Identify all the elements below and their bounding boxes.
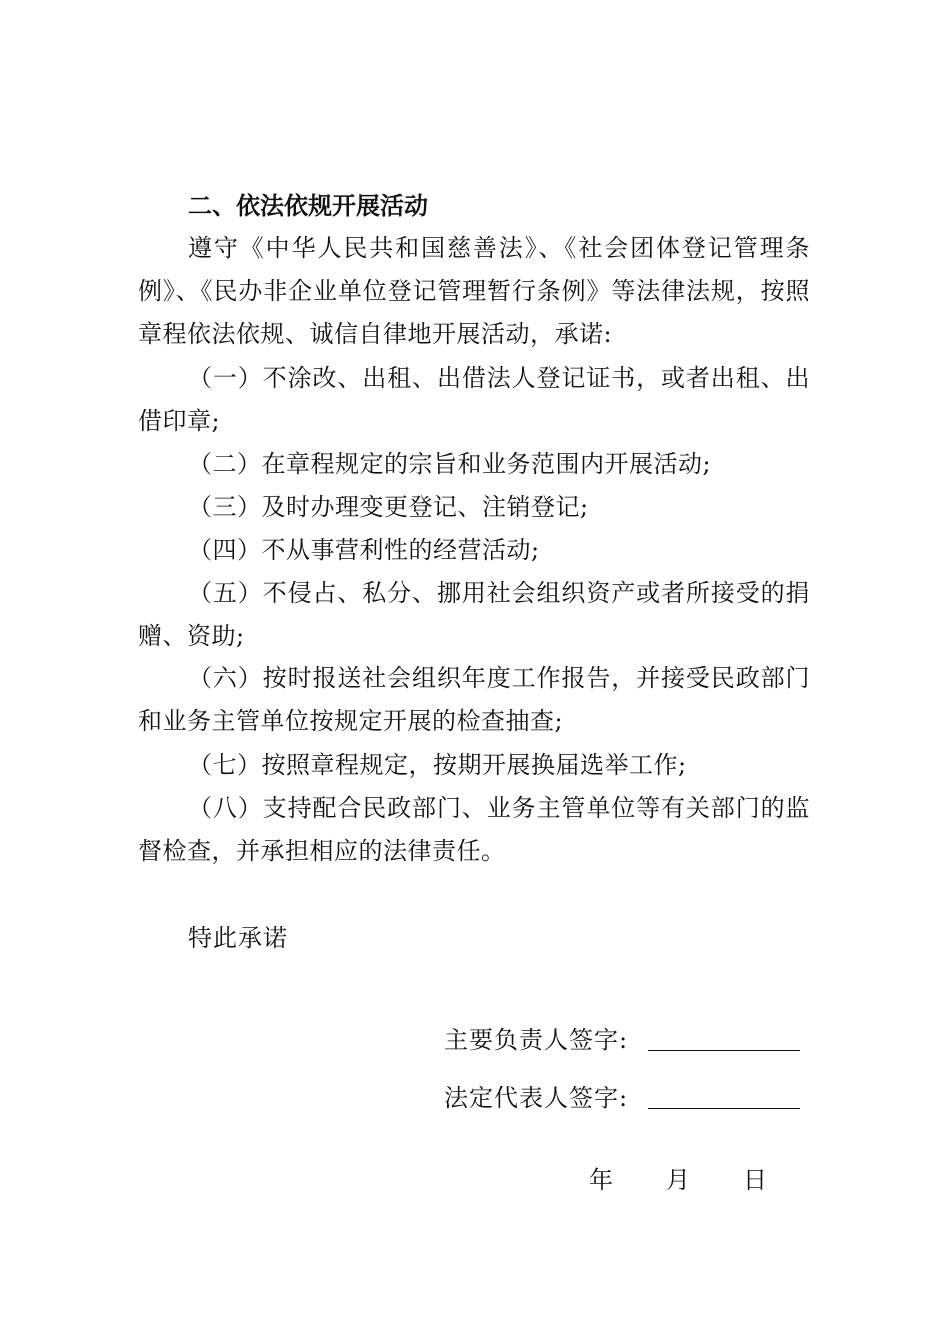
commitment-item-6: （六）按时报送社会组织年度工作报告，并接受民政部门和业务主管单位按规定开展的检查抽查; [138, 664, 810, 735]
commitment-item-2: （二）在章程规定的宗旨和业务范围内开展活动; [188, 450, 712, 478]
commitment-item-3: （三）及时办理变更登记、注销登记; [188, 493, 589, 521]
date-year: 年 [589, 1166, 613, 1194]
commitment-item-8: （八）支持配合民政部门、业务主管单位等有关部门的监督检查，并承担相应的法律责任。 [138, 794, 810, 865]
legal-rep-signature-label: 法定代表人签字: [444, 1084, 629, 1112]
commitment-item-4: （四）不从事营利性的经营活动; [188, 536, 540, 564]
date-day: 日 [743, 1166, 767, 1194]
legal-rep-signature-line[interactable] [648, 1108, 800, 1109]
principal-signature-label: 主要负责人签字: [444, 1026, 629, 1054]
section-heading: 二、依法依规开展活动 [188, 192, 428, 220]
commitment-item-7: （七）按照章程规定，按期开展换届选举工作; [188, 751, 687, 779]
date-month: 月 [666, 1166, 690, 1194]
commitment-item-1: （一）不涂改、出租、出借法人登记证书，或者出租、出借印章; [138, 364, 810, 435]
commitment-item-5: （五）不侵占、私分、挪用社会组织资产或者所接受的捐赠、资助; [138, 579, 810, 650]
closing-statement: 特此承诺 [188, 924, 288, 952]
intro-paragraph: 遵守《中华人民共和国慈善法》、《社会团体登记管理条例》、《民办非企业单位登记管理暂行条例》等法律法规，按照章程依法依规、诚信自律地开展活动，承诺: [138, 234, 810, 348]
principal-signature-line[interactable] [648, 1050, 800, 1051]
